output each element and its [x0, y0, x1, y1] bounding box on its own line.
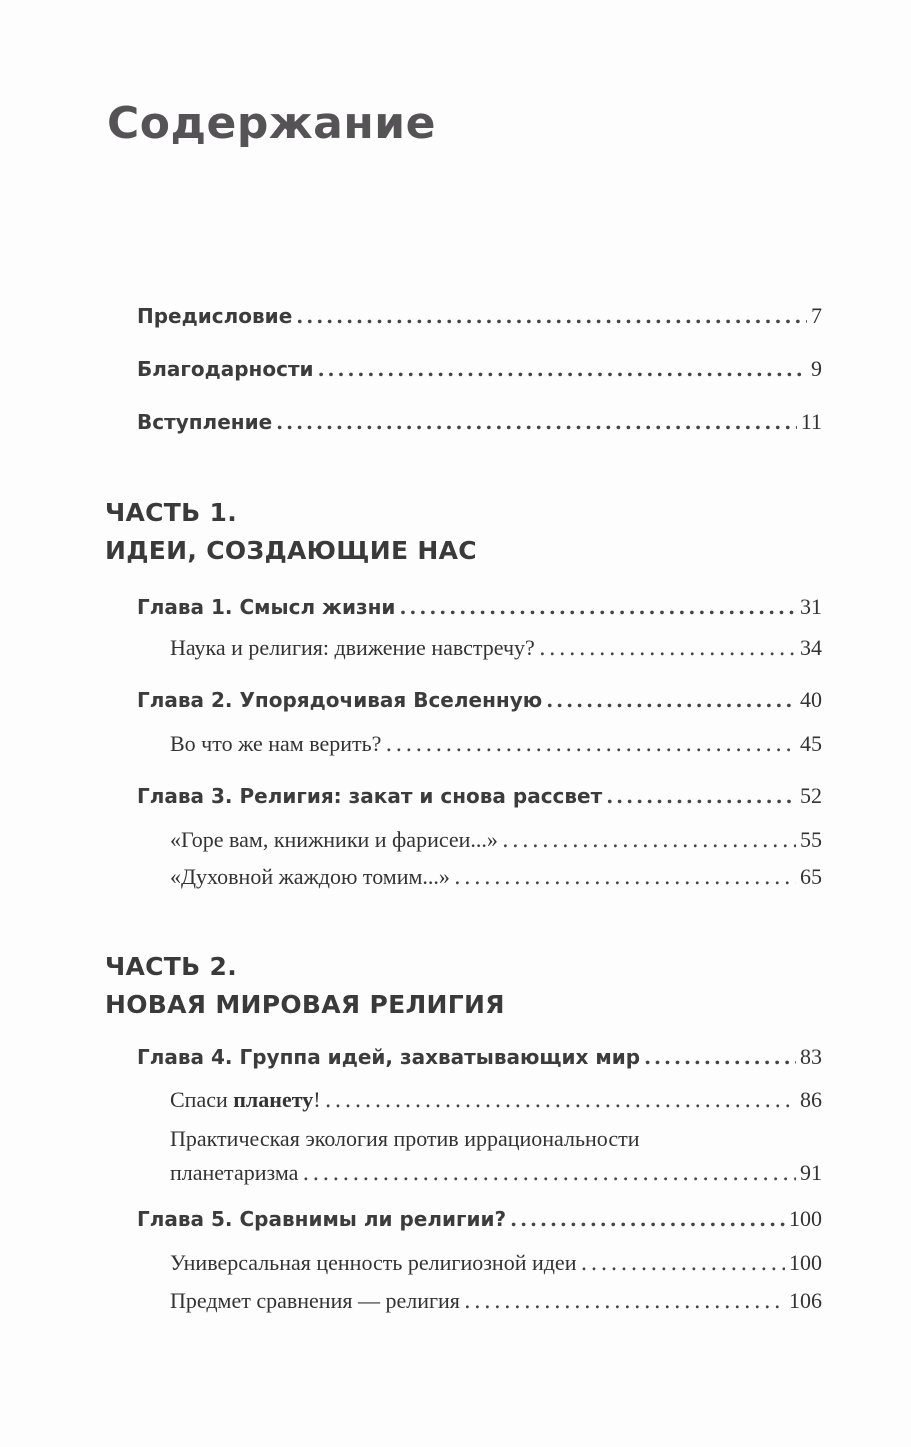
dot-leader — [385, 732, 796, 757]
dot-leader — [464, 1289, 785, 1314]
dot-leader — [325, 1088, 796, 1113]
toc-entry-label: Глава 4. Группа идей, захватывающих мир — [137, 1045, 641, 1069]
toc-entry-label-line2: планетаризма — [170, 1160, 299, 1185]
dot-leader — [502, 828, 796, 853]
dot-leader — [580, 1251, 785, 1276]
toc-entry-introduction[interactable] — [137, 409, 822, 435]
part-title: НОВАЯ МИРОВАЯ РЕЛИГИЯ — [105, 990, 505, 1019]
toc-entry-section[interactable] — [170, 1124, 822, 1186]
label-tail: ! — [313, 1087, 321, 1112]
part-number: ЧАСТЬ 2. — [105, 952, 238, 981]
toc-page-number: 83 — [800, 1044, 822, 1069]
toc-entry-label: Во что же нам верить? — [170, 731, 382, 756]
dot-leader — [539, 636, 796, 661]
toc-entry-acknowledgements[interactable] — [137, 356, 822, 382]
toc-entry-chapter-2[interactable] — [137, 687, 822, 713]
dot-leader — [606, 784, 796, 808]
part-2-heading[interactable] — [105, 948, 505, 1024]
toc-entry-label: Глава 5. Сравнимы ли религии? — [137, 1207, 507, 1231]
label-emphasis: планету — [233, 1087, 314, 1112]
toc-entry-chapter-3[interactable] — [137, 783, 822, 809]
toc-entry-label: Глава 1. Смысл жизни — [137, 595, 396, 619]
part-number: ЧАСТЬ 1. — [105, 498, 238, 527]
label-text: Спаси — [170, 1087, 234, 1112]
dot-leader — [399, 595, 796, 619]
toc-entry-label: Глава 3. Религия: закат и снова рассвет — [137, 784, 603, 808]
part-title: ИДЕИ, СОЗДАЮЩИЕ НАС — [105, 536, 477, 565]
toc-page-number: 100 — [789, 1250, 822, 1275]
dot-leader — [454, 865, 796, 890]
toc-page-number: 34 — [800, 635, 822, 660]
dot-leader — [302, 1161, 796, 1186]
toc-page-number: 40 — [800, 687, 822, 712]
toc-page-number: 11 — [800, 409, 822, 434]
toc-entry-preface[interactable] — [137, 303, 822, 329]
dot-leader — [510, 1207, 785, 1231]
toc-page-number: 52 — [800, 783, 822, 808]
toc-page-number: 9 — [811, 356, 822, 381]
toc-page-number: 86 — [800, 1087, 822, 1112]
dot-leader — [276, 410, 797, 434]
toc-entry-label: «Горе вам, книжники и фарисеи...» — [170, 827, 498, 852]
toc-entry-label: Наука и религия: движение навстречу? — [170, 635, 535, 660]
toc-entry-chapter-1[interactable] — [137, 594, 822, 620]
page-title: Содержание — [107, 98, 436, 149]
toc-entry-label — [170, 1087, 321, 1113]
dot-leader — [296, 304, 807, 328]
toc-entry-chapter-5[interactable] — [137, 1206, 822, 1232]
toc-entry-label: Глава 2. Упорядочивая Вселенную — [137, 688, 543, 712]
dot-leader — [318, 357, 807, 381]
toc-entry-chapter-4[interactable] — [137, 1044, 822, 1070]
toc-entry-continuation — [170, 1160, 822, 1186]
toc-page-number: 55 — [800, 827, 822, 852]
toc-page-number: 65 — [800, 864, 822, 889]
toc-entry-section[interactable] — [170, 827, 822, 853]
toc-entry-label: Универсальная ценность религиозной идеи — [170, 1250, 577, 1275]
toc-page-number: 106 — [789, 1288, 822, 1313]
dot-leader — [644, 1045, 796, 1069]
toc-entry-section[interactable] — [170, 731, 822, 757]
toc-page-number: 91 — [800, 1160, 822, 1185]
dot-leader — [546, 688, 796, 712]
toc-entry-label: Предисловие — [137, 304, 293, 328]
toc-entry-label: Предмет сравнения — религия — [170, 1288, 460, 1313]
toc-entry-label: Вступление — [137, 410, 273, 434]
toc-entry-section[interactable] — [170, 1087, 822, 1113]
toc-entry-section[interactable] — [170, 1250, 822, 1276]
toc-entry-label: «Духовной жаждою томим...» — [170, 864, 450, 889]
toc-entry-section[interactable] — [170, 864, 822, 890]
toc-page-number: 31 — [800, 594, 822, 619]
toc-page-number: 45 — [800, 731, 822, 756]
toc-page-number: 7 — [811, 303, 822, 328]
part-1-heading[interactable] — [105, 494, 477, 570]
toc-entry-label-line1: Практическая экология против иррациональности — [170, 1126, 640, 1151]
toc-page-number: 100 — [789, 1206, 822, 1231]
toc-entry-label: Благодарности — [137, 357, 314, 381]
toc-entry-section[interactable] — [170, 1288, 822, 1314]
toc-entry-section[interactable] — [170, 635, 822, 661]
